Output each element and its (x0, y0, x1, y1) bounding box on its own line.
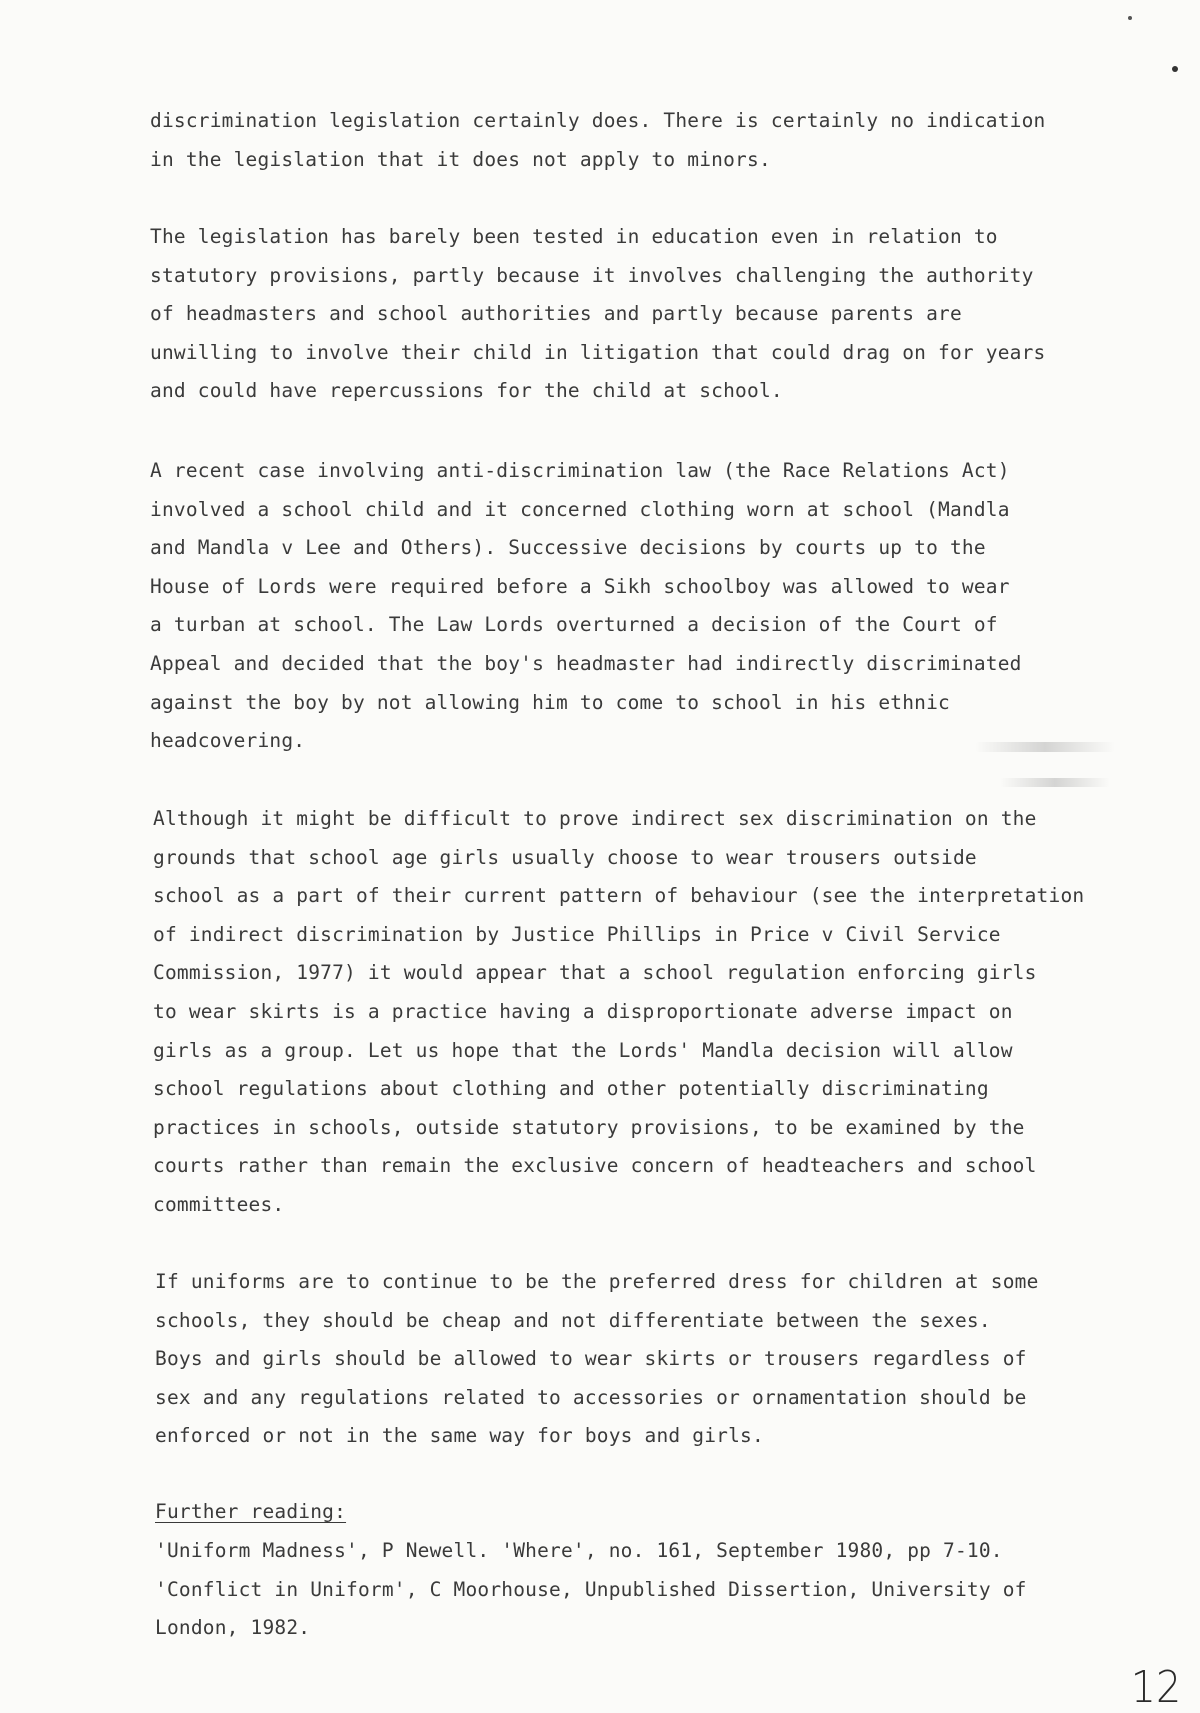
reference-item: 'Uniform Madness', P Newell. 'Where', no. 161, September 1980, pp 7-10. (155, 1539, 1003, 1562)
scan-speck (1172, 66, 1178, 72)
scan-speck (1128, 16, 1132, 20)
further-reading-list (155, 1532, 1165, 1648)
scan-smudge (975, 742, 1115, 752)
handwritten-page-number: 12 (1130, 1662, 1182, 1713)
paragraph-continuation: discrimination legislation certainly does. There is certainly no indication in the legislation that it does not apply to minors. (150, 109, 1046, 171)
reference-item: 'Conflict in Uniform', C Moorhouse, Unpublished Dissertion, University of London, 1982. (155, 1577, 1027, 1640)
further-reading-heading: Further reading: (155, 1500, 347, 1523)
paragraph-mandla-case: A recent case involving anti-discrimination law (the Race Relations Act) involved a school child and it concerned clothing worn at school (Mandla and Mandla v Lee and Others). Successive decisions by courts up to the House of Lords were required before a Sikh schoolboy was allowed to wear a turban at school. The Law Lords overturned a decision of the Court of Appeal and decided that the boy's headmaster had indirectly discriminated against the boy by not allowing him to come to school in his ethnic headcovering. (150, 459, 1022, 753)
paragraph-uniform-recommendation: If uniforms are to continue to be the preferred dress for children at some schools, they should be cheap and not differentiate between the sexes. Boys and girls should be allowed to wear skirts or trousers regardless of sex and any regulations related to accessories or ornamentation should be enforced or not in the same way for boys and girls. (155, 1270, 1039, 1448)
paragraph-indirect-discrimination: Although it might be difficult to prove indirect sex discrimination on the grounds that school age girls usually choose to wear trousers outside school as a part of their current pattern of behaviour (see the interpretation of indirect discrimination by Justice Phillips in Price v Civil Service Commission, 1977) it would appear that a school regulation enforcing girls to wear skirts is a practice having a disproportionate adverse impact on girls as a group. Let us hope that the Lords' Mandla decision will allow school regulations about clothing and other potentially discriminating practices in schools, outside statutory provisions, to be examined by the courts rather than remain the exclusive concern of headteachers and school committees. (153, 807, 1085, 1216)
paragraph-legislation-untested: The legislation has barely been tested in education even in relation to statutory provisions, partly because it involves challenging the authority of headmasters and school authorities and partly because parents are unwilling to involve their child in litigation that could drag on for years and could have repercussions for the child at school. (150, 225, 1046, 403)
scan-smudge (1000, 778, 1110, 787)
